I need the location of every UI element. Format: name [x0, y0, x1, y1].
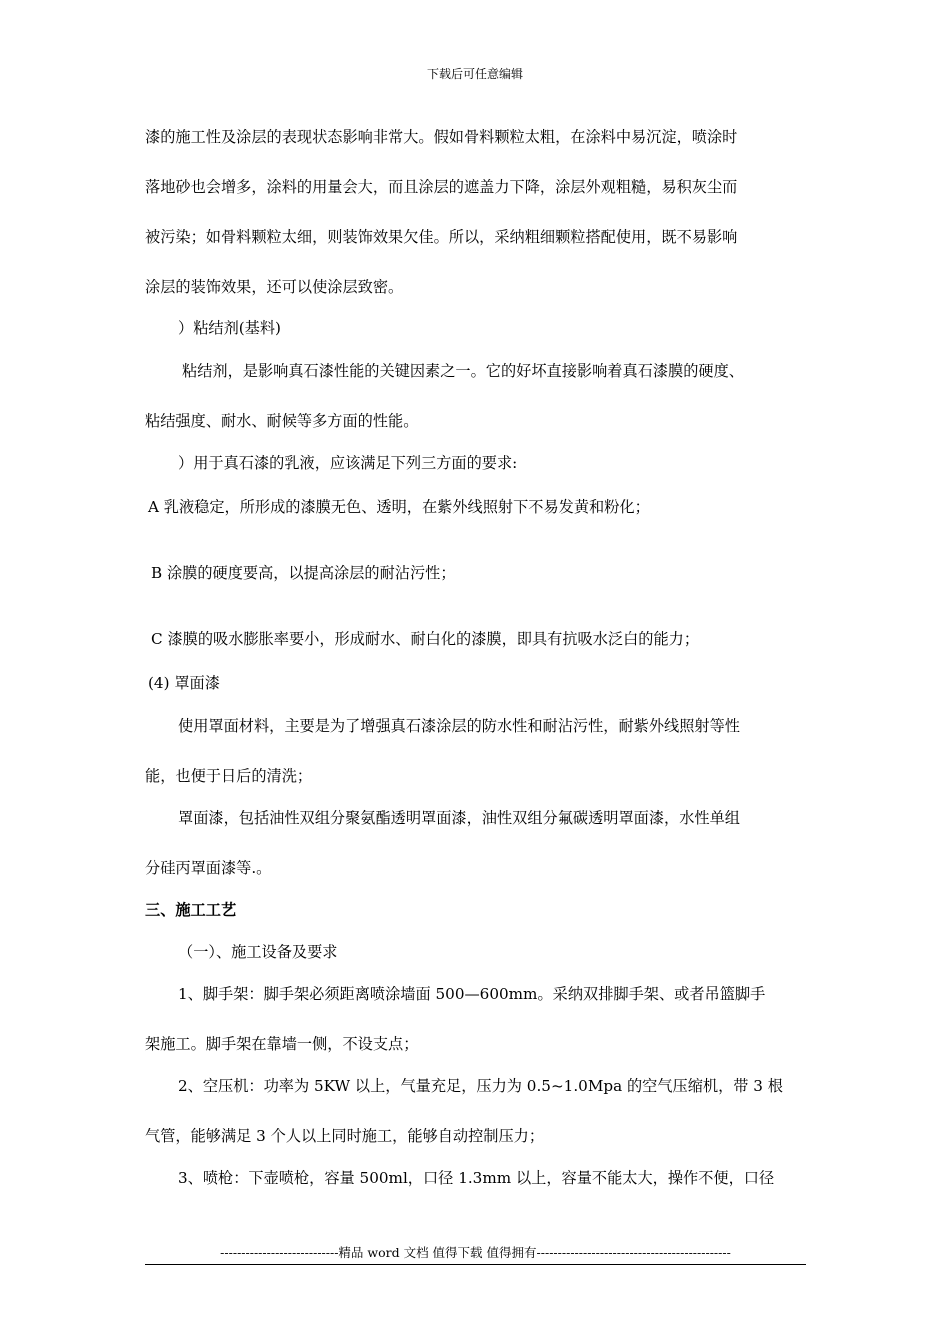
paragraph-line: 漆的施工性及涂层的表现状态影响非常大。假如骨料颗粒太粗，在涂料中易沉淀，喷涂时 [145, 128, 738, 146]
page-header: 下载后可任意编辑 [426, 67, 523, 81]
list-item: B 涂膜的硬度要高，以提高涂层的耐沾污性； [151, 564, 456, 582]
paragraph-line: 落地砂也会增多，涂料的用量会大，而且涂层的遮盖力下降，涂层外观粗糙，易积灰尘而 [145, 178, 738, 196]
paragraph-line: 气管，能够满足 3 个人以上同时施工，能够自动控制压力； [145, 1127, 545, 1145]
paragraph-line: 3、喷枪：下壶喷枪，容量 500ml，口径 1.3mm 以上，容量不能太大，操作不便，口径 [178, 1169, 775, 1187]
page-footer: ----------------------------精品 word 文档 值得下载 值得拥有---------------------------------------------- [145, 1244, 806, 1265]
paragraph-line: 1、脚手架：脚手架必须距离喷涂墙面 500—600mm。采纳双排脚手架、或者吊篮脚手 [178, 985, 766, 1003]
paragraph-line: 被污染；如骨料颗粒太细，则装饰效果欠佳。所以，采纳粗细颗粒搭配使用，既不易影响 [145, 228, 738, 246]
sub-heading: （一）、施工设备及要求 [178, 943, 338, 961]
section-heading: (4) 罩面漆 [148, 674, 220, 692]
paragraph-line: 使用罩面材料，主要是为了增强真石漆涂层的防水性和耐沾污性，耐紫外线照射等性 [178, 717, 740, 735]
paragraph-line: 分硅丙罩面漆等.。 [145, 859, 272, 877]
paragraph-line: 罩面漆，包括油性双组分聚氨酯透明罩面漆，油性双组分氟碳透明罩面漆，水性单组 [178, 809, 740, 827]
section-heading: 三、施工工艺 [145, 902, 237, 919]
paragraph-line: 涂层的装饰效果，还可以使涂层致密。 [145, 278, 404, 296]
paragraph-line: 能，也便于日后的清洗； [145, 767, 313, 785]
list-item: ）粘结剂(基料) [178, 319, 281, 337]
list-item: ）用于真石漆的乳液，应该满足下列三方面的要求: [178, 454, 518, 472]
paragraph-line: 架施工。脚手架在靠墙一侧，不设支点； [145, 1035, 419, 1053]
list-item: A 乳液稳定，所形成的漆膜无色、透明，在紫外线照射下不易发黄和粉化； [148, 498, 650, 516]
list-item: C 漆膜的吸水膨胀率要小，形成耐水、耐白化的漆膜，即具有抗吸水泛白的能力； [151, 630, 700, 648]
paragraph-line: 2、空压机：功率为 5KW 以上，气量充足，压力为 0.5~1.0Mpa 的空气压缩机，带 3 根 [178, 1077, 783, 1095]
paragraph-line: 粘结剂，是影响真石漆性能的关键因素之一。它的好坏直接影响着真石漆膜的硬度、 [182, 362, 744, 380]
paragraph-line: 粘结强度、耐水、耐候等多方面的性能。 [145, 412, 419, 430]
